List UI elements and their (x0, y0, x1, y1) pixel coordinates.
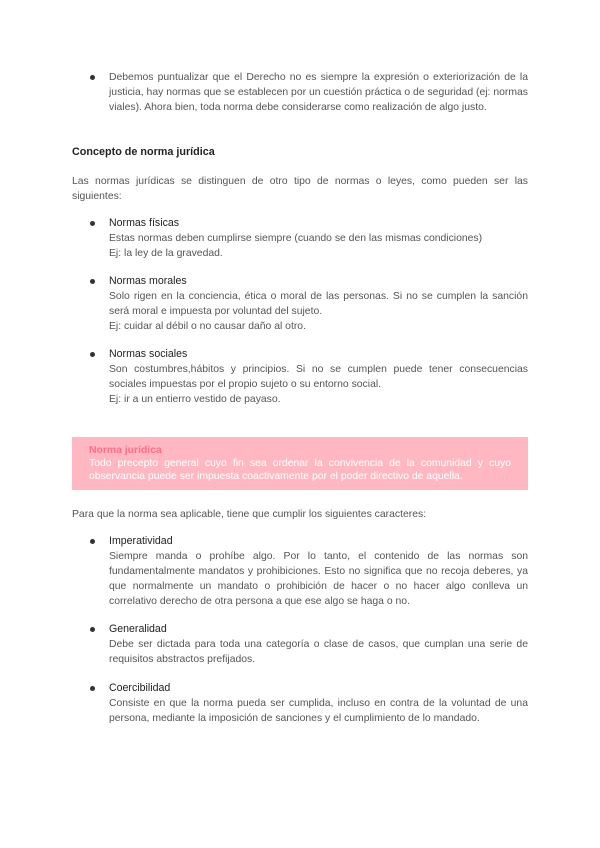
characters-intro: Para que la norma sea aplicable, tiene que cumplir los siguientes caracteres: (72, 509, 427, 520)
bullet-icon (90, 539, 95, 544)
bullet-icon (90, 686, 95, 691)
norm-type-line: Ej: ir a un entierro vestido de payaso. (109, 394, 281, 405)
section-heading: Concepto de norma jurídica (72, 146, 215, 158)
bullet-icon (90, 627, 95, 632)
character-item (88, 534, 528, 609)
character-title: Coercibilidad (109, 682, 171, 694)
norm-type-title: Normas morales (109, 275, 187, 287)
bullet-icon (90, 279, 95, 284)
callout-title: Norma jurídica (89, 445, 162, 456)
character-item (88, 681, 528, 726)
character-item (88, 622, 528, 667)
bullet-icon (90, 352, 95, 357)
definition-callout (72, 437, 528, 490)
bullet-icon (90, 221, 95, 226)
norm-type-line: Ej: cuidar al débil o no causar daño al otro. (109, 321, 306, 332)
character-title: Imperatividad (109, 535, 173, 547)
callout-body: Todo precepto general cuyo fin sea ordenar la convivencia de la comunidad y cuyo observancia puede ser impuesta coactivamente por el poder directivo de aquella. (89, 458, 511, 482)
norm-type-item (88, 274, 528, 334)
section-intro: Las normas jurídicas se distinguen de otro tipo de normas o leyes, como pueden ser las siguientes: (72, 176, 528, 202)
norm-type-line: Ej: la ley de la gravedad. (109, 248, 223, 259)
character-description: Debe ser dictada para toda una categoría o clase de casos, que cumplan una serie de requisitos abstractos prefijados. (109, 639, 528, 665)
norm-type-title: Normas físicas (109, 217, 180, 229)
character-description: Consiste en que la norma pueda ser cumplida, incluso en contra de la voluntad de una persona, mediante la imposición de sanciones y el cumplimiento de lo mandado. (109, 698, 528, 724)
norm-type-item (88, 347, 528, 407)
intro-bullet-text: Debemos puntualizar que el Derecho no es siempre la expresión o exteriorización de la justicia, hay normas que se establecen por un cuestión práctica o de seguridad (ej: normas viales). Ahora bien, toda norma debe considerarse como realización de algo justo. (109, 72, 528, 113)
norm-type-line: Son costumbres,hábitos y principios. Si no se cumplen puede tener consecuencias sociales impuestas por el propio sujeto o su entorno social. (109, 364, 528, 390)
norm-type-line: Solo rigen en la conciencia, ética o moral de las personas. Si no se cumplen la sanción será moral e impuesta por voluntad del sujeto. (109, 291, 528, 317)
character-description: Siempre manda o prohíbe algo. Por lo tanto, el contenido de las normas son fundamentalmente mandatos y prohibiciones. Esto no significa que no recoja deberes, ya que normalmente un mandato o prohibición de hacer o no hacer algo conlleva un correlativo derecho de otra persona a que ese algo se haga o no. (109, 551, 528, 607)
norm-type-line: Estas normas deben cumplirse siempre (cuando se den las mismas condiciones) (109, 233, 483, 244)
norm-type-title: Normas sociales (109, 348, 188, 360)
norm-type-item (88, 216, 528, 261)
intro-bullet (88, 70, 528, 115)
character-title: Generalidad (109, 623, 167, 635)
bullet-icon (90, 75, 95, 80)
